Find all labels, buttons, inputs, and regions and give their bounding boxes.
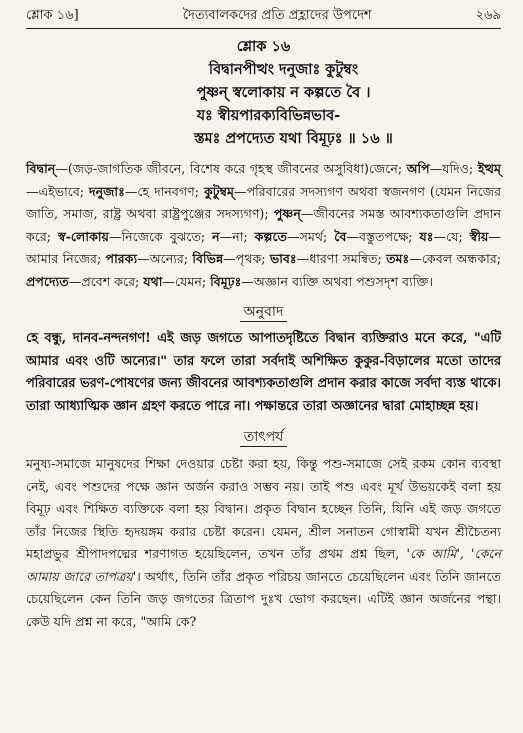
purport-heading-text: তাৎপর্য bbox=[240, 429, 288, 447]
purport-quote: 'কে আমি', 'কেনে আমায় জারে তাপত্রয়' bbox=[26, 546, 501, 584]
purport-part-2: । অর্থাৎ, তিনি তাঁর প্রকৃত পরিচয় জানতে চেয়েছিলেন এবং তিনি জানতে চেয়েছিলেন কেন তিনি জড় জগতের ত্রিতাপ দুঃখ ভোগ করছেন। এটিই জ্ঞান অর্জনের পন্থা। কেউ যদি প্রশ্ন না করে, "আমি কে? bbox=[26, 568, 502, 629]
synonym-term: কুটুম্বম্ bbox=[203, 183, 235, 199]
synonym-meaning: —ধারণা সমন্বিত; bbox=[296, 251, 387, 266]
synonym-meaning: —অন্যের; bbox=[137, 251, 193, 266]
synonym-term: ন bbox=[212, 228, 220, 244]
chapter-title: দৈত্যবালকদের প্রতি প্রহ্লাদের উপদেশ bbox=[182, 8, 372, 23]
synonym-term: ভাবঃ bbox=[269, 251, 297, 266]
synonym-term: বৈ bbox=[334, 228, 347, 244]
synonym-meaning: —কেবল অন্ধকার; bbox=[409, 251, 501, 266]
purport-part-1: মনুষ্য-সমাজে মানুষদের শিক্ষা দেওয়ার চেষ্টা করা হয়, কিন্তু পশু-সমাজে সেই রকম কোন ব্যবস্থা নেই, এবং পশুদের পক্ষে জ্ঞান অর্জন করাও সম্ভব নয়। তাই পশু এবং মূর্খ উভয়কেই বলা হয় বিমূঢ় এবং শিক্ষিত ব্যক্তিকে বলা হয় বিদ্বান। প্রকৃত বিদ্বান হচ্ছেন তিনি, যিনি এই জড় জগতে তাঁর নিজের স্থিতি হৃদয়ঙ্গম করার চেষ্টা করেন। যেমন, শ্রীল সনাতন গোস্বামী যখন শ্রীচৈতন্য মহাপ্রভুর শ্রীপাদপদ্মের শরণাগত হয়েছিলেন, তখন তাঁর প্রথম প্রশ্ন ছিল, bbox=[26, 456, 501, 561]
synonym-meaning: —(জড়-জাগতিক জীবনে, বিশেষ করে গৃহস্থ জীবনের অসুবিধা)জেনে; bbox=[55, 161, 407, 176]
verse-line-1: বিদ্বানপীত্থং দনুজাঃ কুটুম্বং bbox=[208, 61, 359, 78]
synonym-meaning: —অজ্ঞান ব্যক্তি অথবা পশুসদৃশ ব্যক্তি। bbox=[241, 273, 434, 289]
synonym-meaning: —সমর্থ; bbox=[286, 228, 335, 244]
synonym-term: বিভিন্ন bbox=[192, 251, 224, 266]
synonyms-paragraph bbox=[26, 158, 501, 293]
synonym-meaning: —না; bbox=[219, 228, 255, 244]
synonym-term: স্ব-লোকায় bbox=[58, 228, 109, 244]
synonym-meaning: —হে দানবগণ; bbox=[124, 183, 204, 199]
synonym-meaning: —প্রবেশ করে; bbox=[68, 273, 144, 289]
synonym-meaning: —পৃথক; bbox=[223, 251, 270, 266]
synonym-meaning: —বস্তুতপক্ষে; bbox=[346, 228, 420, 244]
synonym-term: প্রপদ্যেত bbox=[26, 273, 69, 289]
verse-line-2: পুষ্ণন্ স্বলোকায় ন কল্পতে বৈ । bbox=[196, 84, 371, 101]
synonym-meaning: —যদিও; bbox=[429, 161, 478, 176]
verse-title: শ্লোক ১৬ bbox=[236, 38, 291, 55]
synonym-term: স্বীয় bbox=[469, 228, 489, 244]
synonym-term: পারক্য bbox=[105, 251, 138, 266]
synonym-term: যথা bbox=[143, 273, 163, 289]
synonym-term: তমঃ bbox=[386, 251, 410, 266]
purport-heading bbox=[26, 425, 501, 449]
synonym-meaning: —আমার নিজের; bbox=[26, 228, 501, 266]
synonym-term: ইত্থম্ bbox=[477, 161, 502, 176]
synonym-term: কল্পতে bbox=[254, 228, 287, 244]
synonym-meaning: —এইভাবে; bbox=[26, 183, 90, 199]
synonym-term: বিমূঢ়ঃ bbox=[210, 273, 242, 289]
synonym-term: পুষ্ণন্ bbox=[273, 206, 301, 221]
header-rule bbox=[26, 28, 501, 29]
page-number: ২৬৯ bbox=[475, 8, 501, 23]
synonym-meaning: —যে; bbox=[433, 228, 470, 244]
translation-text: হে বন্ধু, দানব-নন্দনগণ! এই জড় জগতে আপাতদৃষ্টিতে বিদ্বান ব্যক্তিরাও মনে করে, "এটি আমার এবং ওটি অন্যের।" তার ফলে তারা সর্বদাই অশিক্ষিত কুকুর-বিড়ালের মতো তাদের পরিবারের ভরণ-পোষণের জন্য জীবনের আবশ্যকতাগুলি প্রদান করার কাজে সর্বদা ব্যস্ত থাকে। তারা আধ্যাত্মিক জ্ঞান গ্রহণ করতে পারে না। পক্ষান্তরে তারা অজ্ঞানের দ্বারা মোহাচ্ছন্ন হয়। bbox=[26, 331, 501, 414]
synonym-term: যঃ bbox=[419, 228, 434, 244]
running-header bbox=[26, 6, 501, 26]
synonym-term: দনুজাঃ bbox=[89, 183, 125, 199]
synonym-meaning: —যেমন; bbox=[162, 273, 211, 289]
synonym-meaning: —নিজেকে বুঝতে; bbox=[108, 228, 213, 244]
synonym-term: অপি bbox=[406, 161, 430, 176]
verse-line-4: স্তমঃ প্রপদ্যেত যথা বিমূঢ়ঃ ॥ ১৬ ॥ bbox=[194, 130, 393, 147]
chapter-verse-ref: শ্লোক ১৬] bbox=[26, 8, 79, 23]
verse-line-3: যঃ স্বীয়পারক্যবিভিন্নভাব- bbox=[196, 107, 341, 124]
translation-heading bbox=[26, 300, 501, 324]
purport-text bbox=[26, 453, 501, 633]
translation-heading-text: অনুবাদ bbox=[240, 304, 288, 322]
synonym-term: বিদ্বান্ bbox=[26, 161, 56, 176]
synonym-meaning: —জীবনের সমস্ত আবশ্যকতাগুলি প্রদান করে; bbox=[26, 206, 501, 244]
synonym-meaning: —পরিবারের সদস্যগণ অথবা স্বজনগণ (যেমন নিজের জাতি, সমাজ, রাষ্ট্র অথবা রাষ্ট্রপুঞ্জের সদস্যগণ); bbox=[26, 183, 502, 221]
verse-block bbox=[26, 35, 501, 150]
